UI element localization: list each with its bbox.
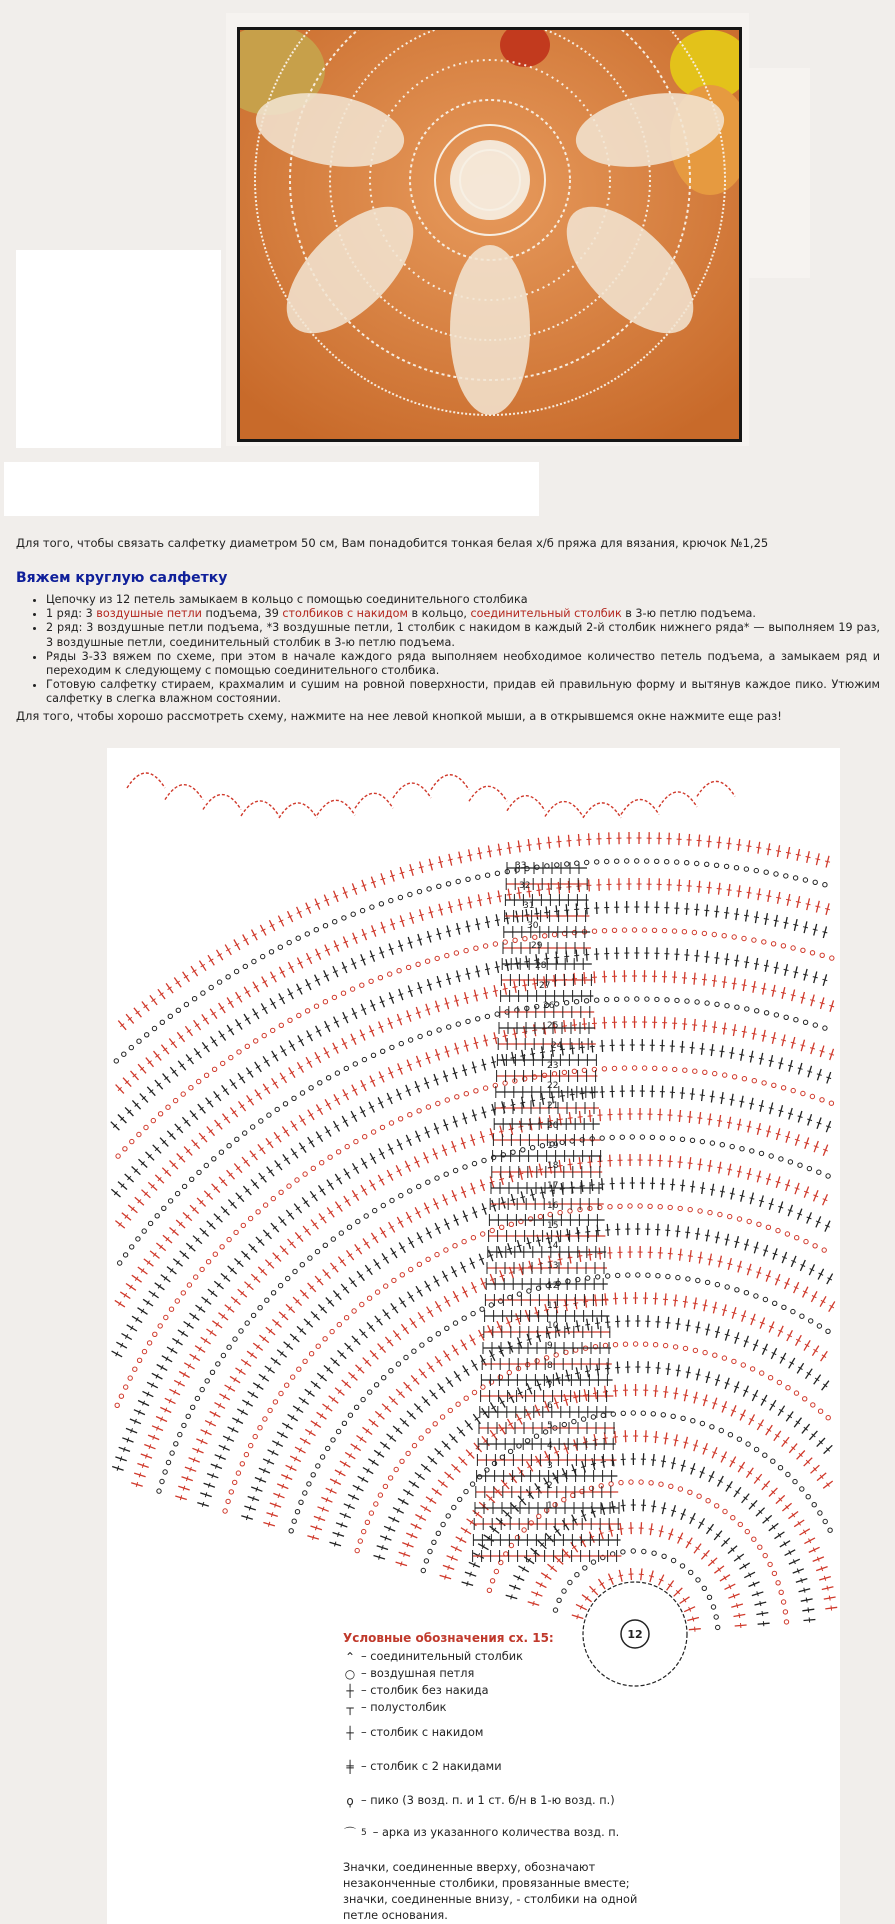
row-number: 5 xyxy=(547,1421,553,1431)
row-number: 21 xyxy=(547,1101,559,1111)
row-number: 8 xyxy=(547,1361,553,1371)
treble-crochet-icon: ╪ xyxy=(346,1760,354,1774)
row-number: 16 xyxy=(547,1201,559,1211)
row-number: 18 xyxy=(547,1161,559,1171)
outro-text: Для того, чтобы хорошо рассмотреть схему, нажмите на нее левой кнопкой мыши, а в открывшемся окне нажмите еще раз! xyxy=(16,709,782,723)
row-number: 11 xyxy=(547,1301,559,1311)
doily-photo xyxy=(237,27,742,442)
row-number: 7 xyxy=(547,1381,553,1391)
row-number: 22 xyxy=(547,1081,559,1091)
row-number: 32 xyxy=(519,881,531,891)
row-number: 20 xyxy=(547,1121,559,1131)
row-number: 2 xyxy=(547,1481,553,1491)
row-number: 14 xyxy=(547,1241,559,1251)
chart-edge xyxy=(127,773,735,818)
list-item: • Ряды 3-33 вяжем по схеме, при этом в начале каждого ряда выполняем необходимое количество петель подъема, а замыкаем ряд и переходим к следующему с помощью соединительного столбика. xyxy=(46,650,880,678)
list-item: • 1 ряд: 3 воздушные петли подъема, 39 столбиков с накидом в кольцо, соединительный столбик в 3-ю петлю подъема. xyxy=(46,607,880,621)
slip-stitch-icon: ⌃ xyxy=(344,1649,356,1664)
center-label: 12 xyxy=(627,1628,643,1641)
legend-item: ⌒ 5 – арка из указанного количества возд. п. xyxy=(343,1826,620,1840)
chart-legend xyxy=(343,1630,723,1924)
list-item: • Готовую салфетку стираем, крахмалим и сушим на ровной поверхности, придав ей правильную форму и вытянув каждое пико. Утюжим салфетку в слегка влажном состоянии. xyxy=(46,678,880,706)
list-item: • Цепочку из 12 петель замыкаем в кольцо с помощью соединительного столбика xyxy=(46,593,880,607)
row-number: 23 xyxy=(547,1061,559,1071)
intro-text: Для того, чтобы связать салфетку диаметром 50 см, Вам понадобится тонкая белая х/б пряжа для вязания, крючок №1,25 xyxy=(16,536,769,550)
row-number: 24 xyxy=(551,1041,563,1051)
row-number: 29 xyxy=(531,941,543,951)
legend-item: ┼ – столбик без накида xyxy=(343,1682,723,1699)
section-heading: Вяжем круглую салфетку xyxy=(16,570,228,586)
single-crochet-icon: ┼ xyxy=(346,1683,354,1698)
link-slip-stitch[interactable]: соединительный столбик xyxy=(470,607,622,621)
row-number: 26 xyxy=(543,1001,555,1011)
white-panel-right xyxy=(748,68,810,278)
list-item: • 2 ряд: 3 воздушные петли подъема, *3 воздушные петли, 1 столбик с накидом в каждый 2-й столбик нижнего ряда* — выполняем 19 раз, 3 воздушные петли, соединительный столбик в 3-ю петлю подъема. xyxy=(46,621,880,649)
legend-title: Условные обозначения сх. 15: xyxy=(343,1631,554,1645)
row-number: 12 xyxy=(547,1281,559,1291)
row-number: 25 xyxy=(547,1021,559,1031)
row-number: 28 xyxy=(535,961,547,971)
white-panel-caption xyxy=(4,462,539,516)
row-number: 6 xyxy=(547,1401,553,1411)
row-number: 15 xyxy=(547,1221,559,1231)
picot-icon: ϙ xyxy=(346,1794,354,1808)
row-number: 17 xyxy=(547,1181,559,1191)
row-number: 1 xyxy=(547,1501,553,1511)
row-number: 30 xyxy=(527,921,539,931)
double-crochet-icon: ┼ xyxy=(346,1726,354,1740)
row-number: 33 xyxy=(515,861,527,871)
row-number: 31 xyxy=(523,901,535,911)
legend-item: ┬ – полустолбик xyxy=(343,1699,723,1716)
row-number: 13 xyxy=(547,1261,559,1271)
chain-icon: ○ xyxy=(344,1666,356,1681)
link-double-crochet[interactable]: столбиков с накидом xyxy=(282,607,408,621)
legend-item: ┼ – столбик с накидом xyxy=(343,1716,723,1750)
legend-item: ⌃ – соединительный столбик xyxy=(344,1649,523,1664)
chart-rows xyxy=(111,832,837,1632)
steps-list xyxy=(16,593,880,707)
row-number: 9 xyxy=(547,1341,553,1351)
half-double-icon: ┬ xyxy=(346,1700,354,1715)
arch-icon: ⌒ xyxy=(343,1826,356,1840)
row-number: 19 xyxy=(547,1141,559,1151)
white-panel-left xyxy=(16,250,221,448)
row-number: 27 xyxy=(539,981,551,991)
legend-item: ○ – воздушная петля xyxy=(344,1666,475,1681)
legend-item: ╪ – столбик с 2 накидами xyxy=(343,1750,723,1784)
row-number: 4 xyxy=(547,1441,553,1451)
arch-count: 5 xyxy=(361,1828,367,1838)
legend-item: ϙ – пико (3 возд. п. и 1 ст. б/н в 1-ю возд. п.) xyxy=(343,1784,723,1818)
legend-note: Значки, соединенные вверху, обозначают незаконченные столбики, провязанные вместе; значки, соединенные внизу, - столбики на одной петле основания. xyxy=(343,1861,638,1922)
link-chain-stitch[interactable]: воздушные петли xyxy=(96,607,202,621)
row-number: 3 xyxy=(547,1461,553,1471)
row-number: 10 xyxy=(547,1321,559,1331)
